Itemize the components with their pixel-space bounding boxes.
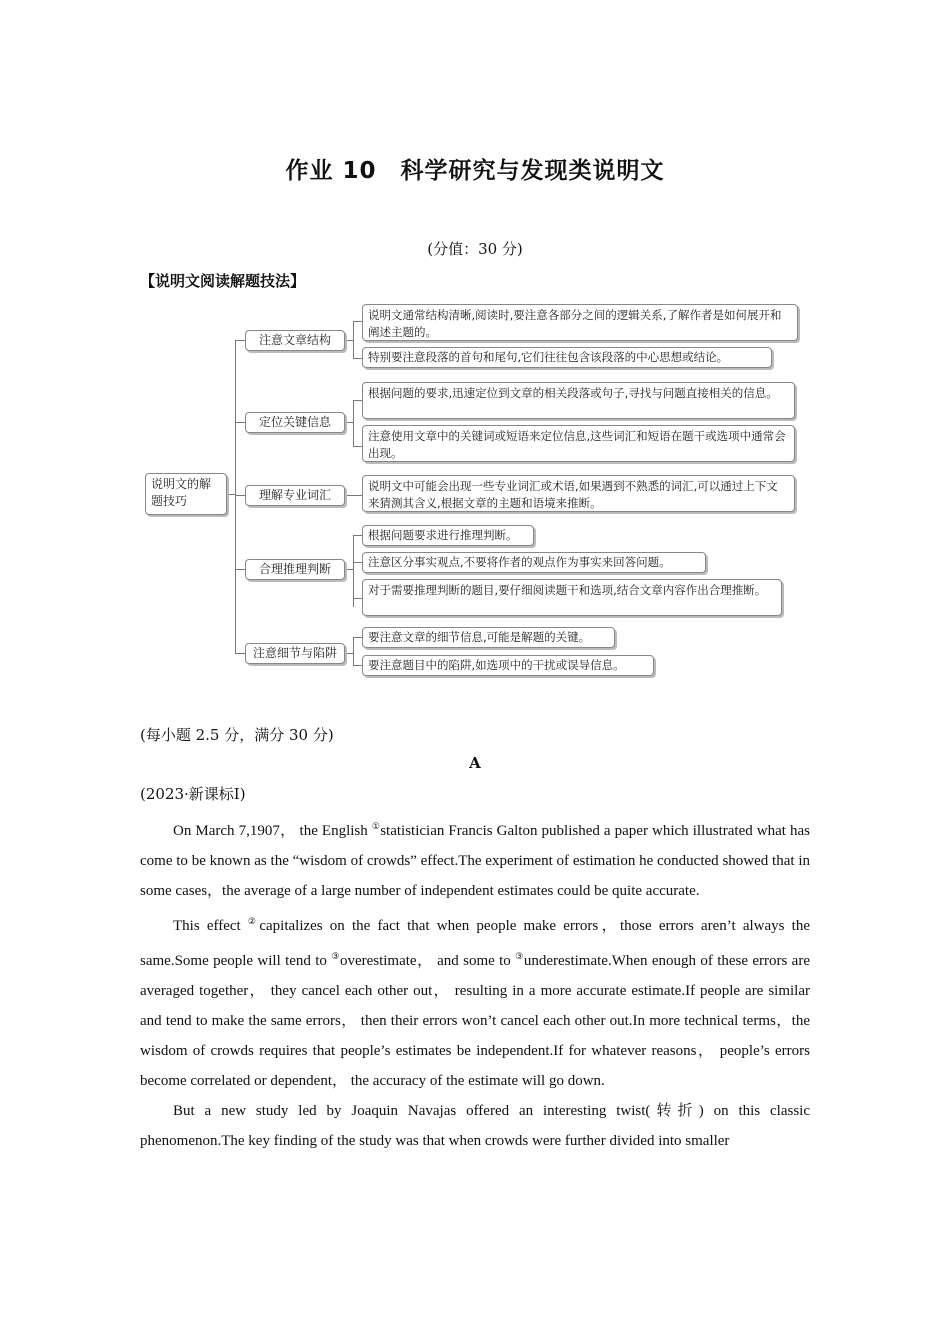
branch-reasoning-item: 注意区分事实观点,不要将作者的观点作为事实来回答问题。 — [362, 552, 706, 573]
branch-reasoning-item: 对于需要推理判断的题目,要仔细阅读题干和选项,结合文章内容作出合理推断。 — [362, 579, 782, 616]
branch-locate-item: 根据问题的要求,迅速定位到文章的相关段落或句子,寻找与问题直接相关的信息。 — [362, 382, 795, 419]
branch-details-item: 要注意题目中的陷阱,如选项中的干扰或误导信息。 — [362, 655, 654, 676]
mindmap-root: 说明文的解题技巧 — [145, 473, 227, 515]
paragraph-3: But a new study led by Joaquin Navajas offered an interesting twist(转折) on this classic phenomenon.The key finding of the study was that when crowds were further divided into smaller — [140, 1103, 810, 1149]
branch-details: 注意细节与陷阱 — [245, 643, 345, 664]
passage-source: (2023·新课标Ⅰ) — [140, 785, 246, 803]
passage-label: A — [469, 754, 481, 772]
mind-map — [140, 296, 820, 686]
branch-locate-item: 注意使用文章中的关键词或短语来定位信息,这些词汇和短语在题干或选项中通常会出现。 — [362, 425, 795, 462]
paragraph-2: This effect ②capitalizes on the fact that when people make errors，those errors aren’t always the same.Some people will tend to ③overestimate， and some to ③underestimate.When enough of these errors are averaged together， they cancel each other out， resulting in a more accurate estimate.If people are similar and tend to make the same errors， then their errors won’t cancel each other out.In more technical terms，the wisdom of crowds requires that people’s estimates be independent.If for whatever reasons， people’s errors become correlated or dependent， the accuracy of the estimate will go down. — [140, 916, 810, 1089]
branch-details-item: 要注意文章的细节信息,可能是解题的关键。 — [362, 627, 615, 648]
page-title: 作业 10 科学研究与发现类说明文 — [285, 158, 665, 184]
branch-locate: 定位关键信息 — [245, 412, 345, 433]
branch-vocab: 理解专业词汇 — [245, 485, 345, 506]
branch-structure-item: 特别要注意段落的首句和尾句,它们往往包含该段落的中心思想或结论。 — [362, 347, 772, 368]
paragraph-1: On March 7,1907， the English ①statistician Francis Galton published a paper which illustrated what has come to be known as the “wisdom of crowds” effect.The experiment of estimation he conducted showed that in some cases，the average of a large number of independent estimates could be quite accurate. — [140, 821, 810, 899]
branch-reasoning: 合理推理判断 — [245, 559, 345, 580]
branch-structure: 注意文章结构 — [245, 330, 345, 351]
section-heading: 【说明文阅读解题技法】 — [140, 272, 306, 290]
score-note: (分值：30 分) — [427, 240, 523, 258]
scoring-note: (每小题 2.5 分，满分 30 分) — [140, 726, 334, 744]
passage-body — [140, 811, 810, 1156]
branch-reasoning-item: 根据问题要求进行推理判断。 — [362, 525, 534, 546]
branch-vocab-item: 说明文中可能会出现一些专业词汇或术语,如果遇到不熟悉的词汇,可以通过上下文来猜测其含义,根据文章的主题和语境来推断。 — [362, 475, 795, 512]
branch-structure-item: 说明文通常结构清晰,阅读时,要注意各部分之间的逻辑关系,了解作者是如何展开和阐述主题的。 — [362, 304, 798, 341]
